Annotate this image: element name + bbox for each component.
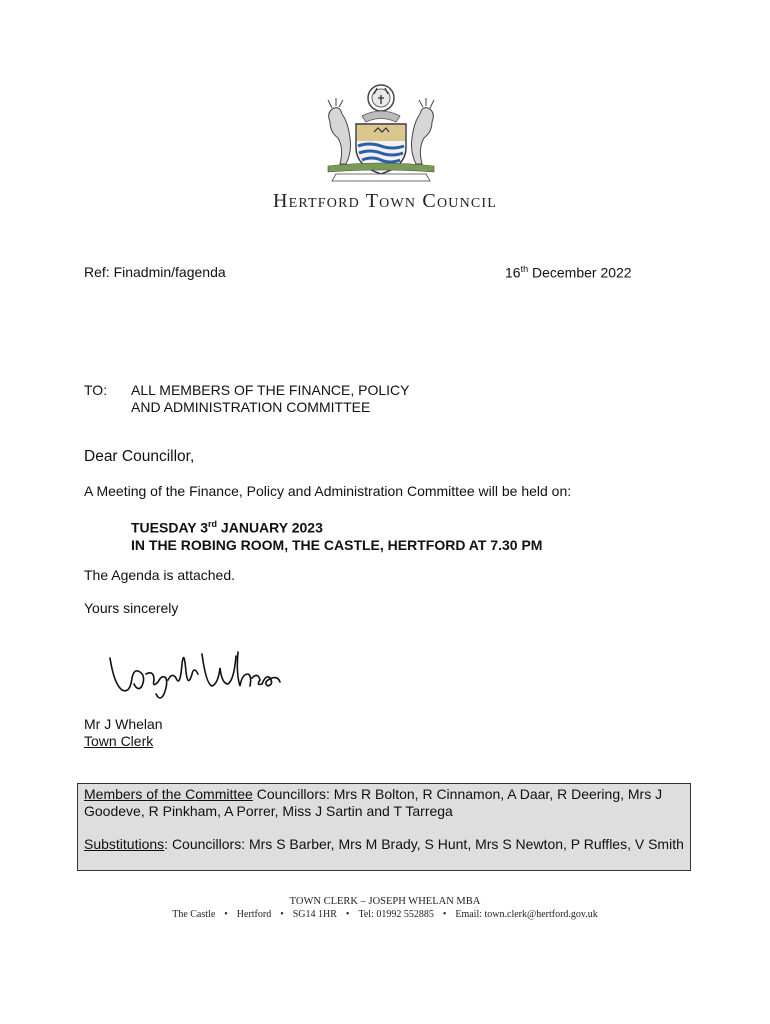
handwritten-signature [102, 644, 284, 704]
reference-line: Ref: Finadmin/fagenda [84, 264, 226, 280]
footer-address-1: The Castle [172, 909, 216, 920]
agenda-note: The Agenda is attached. [84, 567, 235, 583]
intro-paragraph: A Meeting of the Finance, Policy and Administration Committee will be held on: [84, 483, 572, 499]
footer-separator: • [280, 909, 284, 920]
footer-address-2: Hertford [236, 909, 272, 920]
committee-substitutions [84, 836, 684, 853]
members-label: Members of the Committee [84, 786, 253, 802]
signer-title: Town Clerk [84, 733, 154, 749]
council-crest-logo [322, 82, 440, 186]
footer-email: Email: town.clerk@hertford.gov.uk [455, 909, 598, 920]
substitutions-list: : Councillors: Mrs S Barber, Mrs M Brady, S Hunt, Mrs S Newton, P Ruffles, V Smith [164, 836, 684, 852]
recipient-line-1: ALL MEMBERS OF THE FINANCE, POLICY [131, 382, 410, 398]
date-rest: December 2022 [528, 264, 632, 281]
meeting-place: IN THE ROBING ROOM, THE CASTLE, HERTFORD AT 7.30 PM [131, 536, 543, 553]
to-label: TO: [84, 382, 108, 398]
closing: Yours sincerely [84, 600, 179, 616]
meeting-date-suffix: rd [208, 519, 218, 529]
date-day: 16 [505, 264, 521, 281]
footer-phone: Tel: 01992 552885 [358, 909, 434, 920]
meeting-date [131, 516, 542, 537]
footer-separator: • [224, 909, 228, 920]
recipient-line-2: AND ADMINISTRATION COMMITTEE [131, 399, 371, 415]
footer-address-3: SG14 1HR [292, 909, 337, 920]
meeting-date-a: TUESDAY 3 [131, 519, 209, 536]
meeting-details [131, 516, 542, 554]
recipient-block [131, 382, 410, 416]
substitutions-label: Substitutions [84, 836, 165, 852]
letter-date [505, 264, 632, 281]
committee-members [84, 786, 684, 820]
date-suffix: th [520, 264, 529, 274]
footer-separator: • [442, 909, 447, 920]
meeting-date-b: JANUARY 2023 [217, 519, 323, 536]
council-name-heading: Hertford Town Council [272, 190, 498, 212]
footer-separator: • [345, 909, 350, 920]
salutation: Dear Councillor, [84, 448, 195, 465]
footer-address-line [0, 909, 770, 920]
members-list: Councillors: Mrs R Bolton, R Cinnamon, A Daar, R Deering, Mrs J Goodeve, R Pinkham, A Porrer, Miss J Sartin and T Tarrega [84, 786, 663, 819]
signer-name: Mr J Whelan [84, 716, 163, 732]
footer-clerk-line: TOWN CLERK – JOSEPH WHELAN MBA [289, 896, 481, 907]
